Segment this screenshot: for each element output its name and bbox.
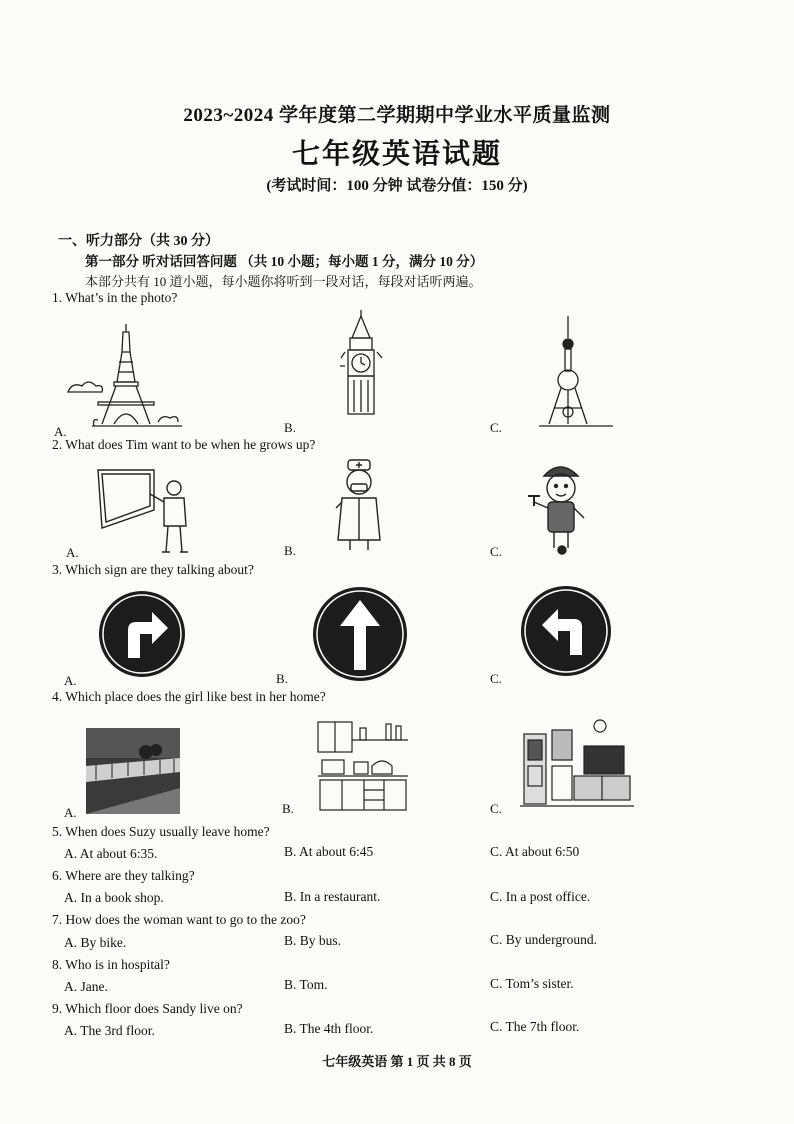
q6-option-b: B. In a restaurant.: [284, 889, 381, 904]
q1-option-c-label: C.: [490, 420, 502, 435]
page-footer: 七年级英语 第 1 页 共 8 页: [322, 1054, 472, 1069]
question-6: 6. Where are they talking?: [52, 868, 195, 883]
q7-option-a: A. By bike.: [64, 935, 127, 950]
page-title: 七年级英语试题: [291, 139, 502, 170]
question-4: 4. Which place does the girl like best in her home?: [52, 689, 326, 704]
q6-option-c: C. In a post office.: [490, 889, 591, 904]
q5-option-c: C. At about 6:50: [490, 844, 580, 859]
q8-option-b: B. Tom.: [284, 977, 328, 992]
q1-option-a-label: A.: [54, 424, 67, 439]
q1-option-b-label: B.: [284, 420, 296, 435]
q7-option-c: C. By underground.: [490, 932, 597, 947]
garden-icon: [86, 728, 182, 816]
q3-option-a-label: A.: [64, 673, 77, 688]
q5-option-b: B. At about 6:45: [284, 844, 374, 859]
q8-option-c: C. Tom’s sister.: [490, 976, 574, 991]
q2-option-a-label: A.: [66, 545, 79, 560]
q5-option-a: A. At about 6:35.: [64, 846, 158, 861]
exam-subtitle: 2023~2024 学年度第二学期期中学业水平质量监测: [183, 105, 611, 126]
q2-option-b-label: B.: [284, 543, 296, 558]
question-1: 1. What’s in the photo?: [52, 290, 178, 305]
big-ben-icon: [336, 308, 386, 420]
oriental-pearl-tower-icon: [537, 316, 617, 430]
kitchen-icon: [316, 720, 410, 812]
question-9: 9. Which floor does Sandy live on?: [52, 1001, 243, 1016]
q4-option-a-label: A.: [64, 805, 77, 820]
doctor-icon: [330, 458, 390, 554]
question-5: 5. When does Suzy usually leave home?: [52, 824, 270, 839]
q2-option-c-label: C.: [490, 544, 502, 559]
go-straight-sign-icon: [312, 586, 410, 684]
exam-info: (考试时间：100 分钟 试卷分值：150 分): [266, 178, 528, 194]
eiffel-tower-icon: [62, 322, 192, 432]
part1-title: 第一部分 听对话回答问题 （共 10 小题；每小题 1 分，满分 10 分）: [85, 254, 484, 269]
question-3: 3. Which sign are they talking about?: [52, 562, 254, 577]
q9-option-a: A. The 3rd floor.: [64, 1023, 155, 1038]
q7-option-b: B. By bus.: [284, 933, 342, 948]
q3-option-c-label: C.: [490, 671, 502, 686]
q8-option-a: A. Jane.: [64, 979, 108, 994]
part1-instruction: 本部分共有 10 道小题，每小题你将听到一段对话，每段对话听两遍。: [85, 274, 482, 289]
section-listening-title: 一、听力部分（共 30 分）: [58, 234, 219, 249]
q4-option-c-label: C.: [490, 801, 502, 816]
living-room-icon: [520, 718, 636, 814]
worker-icon: [526, 458, 594, 556]
teacher-icon: [94, 466, 198, 556]
turn-right-sign-icon: [98, 590, 188, 680]
q3-option-b-label: B.: [276, 671, 288, 686]
q4-option-b-label: B.: [282, 801, 294, 816]
turn-left-sign-icon: [520, 585, 614, 679]
q9-option-c: C. The 7th floor.: [490, 1019, 580, 1034]
question-7: 7. How does the woman want to go to the zoo?: [52, 912, 306, 927]
q9-option-b: B. The 4th floor.: [284, 1021, 374, 1036]
question-2: 2. What does Tim want to be when he grows up?: [52, 437, 316, 452]
q6-option-a: A. In a book shop.: [64, 890, 164, 905]
question-8: 8. Who is in hospital?: [52, 957, 170, 972]
